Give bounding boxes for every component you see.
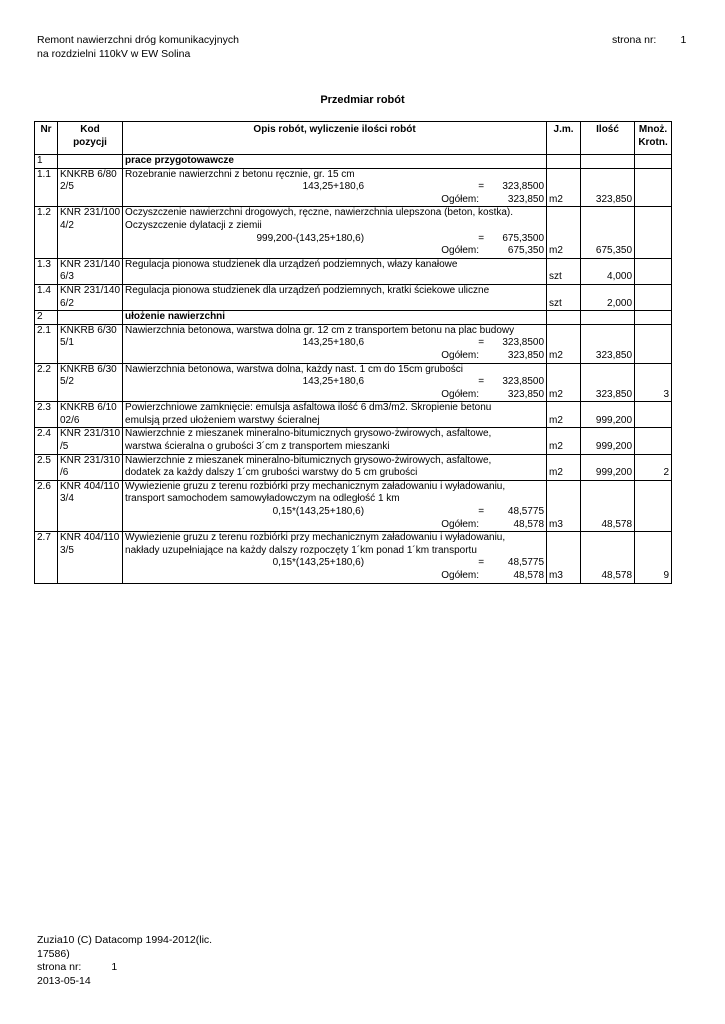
col-header-kod-line1: Kod — [80, 124, 100, 135]
table-row — [35, 284, 672, 310]
total-label: Ogółem: — [441, 193, 480, 205]
cell-mnoz — [635, 311, 672, 325]
kod-line: KNR 231/310 — [60, 428, 121, 440]
kod-line: KNR 404/110 — [60, 480, 120, 492]
kod-line: 02/6 — [60, 414, 80, 426]
cell-ilosc: 999,200 — [581, 402, 635, 428]
section-row — [35, 311, 672, 325]
cell-mnoz — [635, 168, 672, 207]
footer-date: 2013-05-14 — [37, 974, 91, 987]
calc-value: 675,3500 — [502, 232, 545, 244]
cell-mnoz — [635, 428, 672, 454]
cell-opis — [123, 258, 547, 284]
cell-mnoz — [635, 207, 672, 258]
cell-opis — [123, 168, 547, 207]
total-label: Ogółem: — [441, 349, 480, 361]
kod-line: KNKRB 6/80 — [60, 168, 117, 180]
cell-jm: szt — [547, 284, 581, 310]
cell-jm: szt — [547, 258, 581, 284]
kod-line: 6/2 — [60, 297, 74, 309]
calc-value: 323,8500 — [502, 376, 545, 388]
kod-line: KNR 231/140 — [60, 284, 121, 296]
cell-jm: m2 — [547, 454, 581, 480]
opis-line: nakłady uzupełniające na każdy dalszy rozpoczęty 1´km ponad 1´km transportu — [125, 544, 477, 556]
calc-equals: = — [478, 557, 485, 569]
calc-equals: = — [478, 376, 485, 388]
cell-kod — [58, 363, 123, 402]
opis-line: Regulacja pionowa studzienek dla urządzeń podziemnych, włazy kanałowe — [125, 258, 458, 270]
col-header-kod — [58, 122, 123, 155]
cell-kod — [58, 284, 123, 310]
calc-formula: 143,25+180,6 — [302, 337, 365, 349]
cell-nr: 1.2 — [35, 207, 58, 258]
cell-mnoz: 2 — [635, 454, 672, 480]
footer-page-info — [37, 961, 212, 975]
calc-formula: 0,15*(143,25+180,6) — [272, 506, 365, 518]
cell-ilosc: 675,350 — [581, 207, 635, 258]
section-title: prace przygotowawcze — [123, 155, 547, 169]
col-header-kod-line2: pozycji — [73, 136, 107, 148]
opis-line: transport samochodem samowyładowczym na odległość 1 km — [125, 493, 400, 505]
kod-line: 5/1 — [60, 337, 74, 349]
calc-line — [125, 181, 544, 194]
cell-kod — [58, 207, 123, 258]
col-header-jm: J.m. — [547, 122, 581, 155]
cell-jm — [547, 311, 581, 325]
kod-line: 2/5 — [60, 181, 74, 193]
header-page-info — [612, 33, 686, 47]
cell-kod — [58, 428, 123, 454]
total-value: 48,578 — [513, 570, 545, 581]
cell-mnoz — [635, 324, 672, 363]
cell-nr: 2.1 — [35, 324, 58, 363]
calc-value: 48,5775 — [507, 557, 545, 569]
opis-line: Nawierzchnie z mieszanek mineralno-bitumicznych grysowo-żwirowych, asfaltowe, — [125, 428, 492, 440]
footer-software-line1: Zuzia10 (C) Datacomp 1994-2012(lic. — [37, 934, 213, 946]
cell-kod — [58, 324, 123, 363]
cell-jm — [547, 155, 581, 169]
table-row — [35, 363, 672, 402]
table-row — [35, 402, 672, 428]
kod-line: 4/2 — [60, 219, 74, 231]
cell-opis — [123, 480, 547, 531]
kod-line: KNR 231/100 — [60, 207, 121, 219]
cell-nr: 1.1 — [35, 168, 58, 207]
cell-mnoz: 9 — [635, 532, 672, 583]
kod-line: /6 — [60, 467, 69, 479]
total-line — [125, 194, 544, 207]
kod-line: 5/2 — [60, 376, 74, 388]
cell-jm: m2 — [547, 207, 581, 258]
cell-mnoz — [635, 402, 672, 428]
section-row — [35, 155, 672, 169]
cell-ilosc: 2,000 — [581, 284, 635, 310]
cell-opis — [123, 284, 547, 310]
header-page-number: 1 — [680, 34, 687, 46]
kod-line: KNR 231/140 — [60, 258, 121, 270]
table-row — [35, 207, 672, 258]
cell-ilosc — [581, 155, 635, 169]
total-line — [125, 570, 544, 583]
cell-nr: 1.3 — [35, 258, 58, 284]
cell-kod — [58, 402, 123, 428]
cell-opis — [123, 454, 547, 480]
table-row — [35, 532, 672, 583]
cell-ilosc: 999,200 — [581, 428, 635, 454]
calc-line — [125, 337, 544, 350]
opis-line: Wywiezienie gruzu z terenu rozbiórki przy mechanicznym załadowaniu i wyładowaniu, — [125, 532, 506, 544]
col-header-mnoz — [635, 122, 672, 155]
total-value: 323,850 — [507, 349, 545, 361]
section-title: ułożenie nawierzchni — [123, 311, 547, 325]
total-label: Ogółem: — [441, 570, 480, 581]
footer-software-line2: 17586) — [37, 947, 70, 960]
cell-mnoz — [635, 258, 672, 284]
cell-mnoz: 3 — [635, 363, 672, 402]
page-title: Przedmiar robót — [320, 94, 405, 106]
total-label: Ogółem: — [441, 388, 480, 400]
cell-ilosc: 999,200 — [581, 454, 635, 480]
opis-line: dodatek za każdy dalszy 1´cm grubości warstwy do 5 cm grubości — [125, 467, 418, 479]
header-page-label: strona nr: — [612, 34, 657, 46]
kod-line: KNKRB 6/10 — [60, 402, 117, 414]
cell-kod — [58, 168, 123, 207]
header-title-line2: na rozdzielni 110kV w EW Solina — [37, 48, 191, 60]
cell-ilosc: 323,850 — [581, 363, 635, 402]
table-row — [35, 428, 672, 454]
calc-line — [125, 506, 544, 519]
table-row — [35, 480, 672, 531]
opis-line: Nawierzchnia betonowa, warstwa dolna gr. 12 cm z transportem betonu na plac budowy — [125, 324, 515, 336]
total-line — [125, 350, 544, 363]
opis-line: Rozebranie nawierzchni z betonu ręcznie, gr. 15 cm — [125, 168, 355, 180]
total-value: 675,350 — [507, 245, 545, 257]
opis-line: warstwa ścieralna o grubości 3´cm z transportem mieszanki — [125, 441, 390, 453]
cell-nr: 1 — [35, 155, 58, 169]
table-header-row — [35, 122, 672, 155]
cell-mnoz — [635, 284, 672, 310]
total-label: Ogółem: — [441, 245, 480, 257]
opis-line: Oczyszczenie dylatacji z ziemii — [125, 219, 262, 231]
cell-kod — [58, 155, 123, 169]
calc-formula: 143,25+180,6 — [302, 181, 365, 193]
cell-opis — [123, 324, 547, 363]
cell-ilosc: 4,000 — [581, 258, 635, 284]
document-footer — [37, 934, 212, 988]
calc-equals: = — [478, 337, 485, 349]
cell-kod — [58, 311, 123, 325]
calc-line — [125, 376, 544, 389]
cell-jm: m3 — [547, 532, 581, 583]
col-header-opis: Opis robót, wyliczenie ilości robót — [123, 122, 547, 155]
cell-jm: m2 — [547, 168, 581, 207]
opis-line: Nawierzchnia betonowa, warstwa dolna, każdy nast. 1 cm do 15cm grubości — [125, 363, 463, 375]
col-header-ilosc: Ilość — [581, 122, 635, 155]
cell-ilosc: 323,850 — [581, 168, 635, 207]
col-header-mnoz-line2: Krotn. — [638, 136, 668, 148]
cell-nr: 2.3 — [35, 402, 58, 428]
cell-kod — [58, 454, 123, 480]
cell-ilosc: 48,578 — [581, 532, 635, 583]
cell-opis — [123, 207, 547, 258]
cell-nr: 2.4 — [35, 428, 58, 454]
kod-line: /5 — [60, 441, 69, 453]
calc-value: 48,5775 — [507, 506, 545, 518]
cell-opis — [123, 363, 547, 402]
total-value: 323,850 — [507, 388, 545, 400]
kod-line: 6/3 — [60, 271, 74, 283]
cell-ilosc — [581, 311, 635, 325]
cell-jm: m2 — [547, 363, 581, 402]
calc-formula: 999,200-(143,25+180,6) — [256, 232, 365, 244]
calc-value: 323,8500 — [502, 337, 545, 349]
cell-jm: m3 — [547, 480, 581, 531]
kod-line: KNKRB 6/30 — [60, 324, 117, 336]
table-row — [35, 258, 672, 284]
cell-nr: 2.6 — [35, 480, 58, 531]
cell-mnoz — [635, 480, 672, 531]
cell-opis — [123, 402, 547, 428]
footer-page-number: 1 — [111, 961, 118, 973]
cell-ilosc: 48,578 — [581, 480, 635, 531]
total-value: 323,850 — [507, 193, 545, 205]
cell-opis — [123, 532, 547, 583]
kod-line: 3/4 — [60, 493, 74, 505]
calc-value: 323,8500 — [502, 181, 545, 193]
footer-page-label: strona nr: — [37, 961, 82, 973]
table-row — [35, 168, 672, 207]
kod-line: 3/5 — [60, 544, 74, 556]
document-header — [37, 33, 239, 61]
total-value: 48,578 — [513, 518, 545, 530]
cell-mnoz — [635, 155, 672, 169]
header-title-line1: Remont nawierzchni dróg komunikacyjnych — [37, 34, 239, 46]
opis-line: Oczyszczenie nawierzchni drogowych, ręczne, nawierzchnia ulepszona (beton, kostka). — [125, 207, 514, 219]
total-line — [125, 389, 544, 402]
opis-line: Regulacja pionowa studzienek dla urządzeń podziemnych, kratki ściekowe uliczne — [125, 284, 490, 296]
kod-line: KNKRB 6/30 — [60, 363, 117, 375]
col-header-mnoz-line1: Mnoż. — [638, 124, 668, 135]
kod-line: KNR 231/310 — [60, 454, 121, 466]
cell-kod — [58, 532, 123, 583]
cell-ilosc: 323,850 — [581, 324, 635, 363]
cell-jm: m2 — [547, 324, 581, 363]
opis-line: Nawierzchnie z mieszanek mineralno-bitumicznych grysowo-żwirowych, asfaltowe, — [125, 454, 492, 466]
cell-nr: 1.4 — [35, 284, 58, 310]
calc-formula: 143,25+180,6 — [302, 376, 365, 388]
opis-line: Wywiezienie gruzu z terenu rozbiórki przy mechanicznym załadowaniu i wyładowaniu, — [125, 480, 506, 492]
cell-nr: 2.2 — [35, 363, 58, 402]
total-line — [125, 245, 544, 258]
calc-equals: = — [478, 181, 485, 193]
przedmiar-table — [34, 121, 672, 584]
opis-line: emulsją przed ułożeniem warstwy ścieralnej — [125, 414, 320, 426]
col-header-nr: Nr — [35, 122, 58, 155]
cell-nr: 2 — [35, 311, 58, 325]
cell-kod — [58, 258, 123, 284]
total-line — [125, 519, 544, 532]
table-body — [35, 155, 672, 584]
calc-formula: 0,15*(143,25+180,6) — [272, 557, 365, 569]
cell-nr: 2.7 — [35, 532, 58, 583]
calc-line — [125, 233, 544, 246]
cell-jm: m2 — [547, 428, 581, 454]
calc-equals: = — [478, 232, 485, 244]
cell-jm: m2 — [547, 402, 581, 428]
cell-opis — [123, 428, 547, 454]
cell-kod — [58, 480, 123, 531]
table-row — [35, 324, 672, 363]
opis-line: Powierzchniowe zamknięcie: emulsja asfaltowa ilość 6 dm3/m2. Skropienie betonu — [125, 402, 492, 414]
cell-nr: 2.5 — [35, 454, 58, 480]
calc-equals: = — [478, 506, 485, 518]
table-row — [35, 454, 672, 480]
calc-line — [125, 557, 544, 570]
kod-line: KNR 404/110 — [60, 532, 120, 544]
total-label: Ogółem: — [441, 518, 480, 530]
